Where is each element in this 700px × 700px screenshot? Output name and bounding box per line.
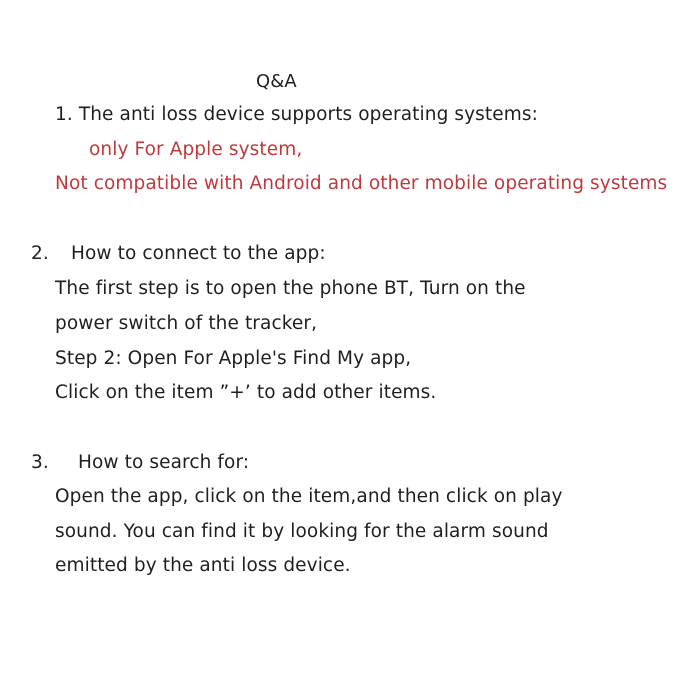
section-2-line-3: Step 2: Open For Apple's Find My app, bbox=[55, 348, 412, 369]
section-2-number: 2. bbox=[31, 243, 49, 264]
section-3-heading bbox=[31, 452, 249, 474]
section-3-line-1: Open the app, click on the item,and then click on play bbox=[55, 486, 563, 507]
section-2-heading bbox=[31, 243, 326, 265]
section-1-answer-line-1: only For Apple system, bbox=[89, 139, 303, 160]
page-title: Q&A bbox=[256, 71, 297, 92]
section-3-question: How to search for: bbox=[78, 452, 250, 473]
section-2-line-4: Click on the item ”+’ to add other items. bbox=[55, 382, 437, 403]
section-2-line-1: The first step is to open the phone BT, Turn on the bbox=[55, 278, 526, 299]
section-2-question: How to connect to the app: bbox=[71, 243, 326, 264]
section-1-answer-line-2: Not compatible with Android and other mobile operating systems bbox=[55, 173, 668, 194]
section-3-number: 3. bbox=[31, 452, 49, 473]
section-2-line-2: power switch of the tracker, bbox=[55, 313, 318, 334]
section-3-line-3: emitted by the anti loss device. bbox=[55, 555, 351, 576]
section-1-question: 1. The anti loss device supports operating systems: bbox=[55, 104, 538, 125]
section-3-line-2: sound. You can find it by looking for the alarm sound bbox=[55, 521, 549, 542]
